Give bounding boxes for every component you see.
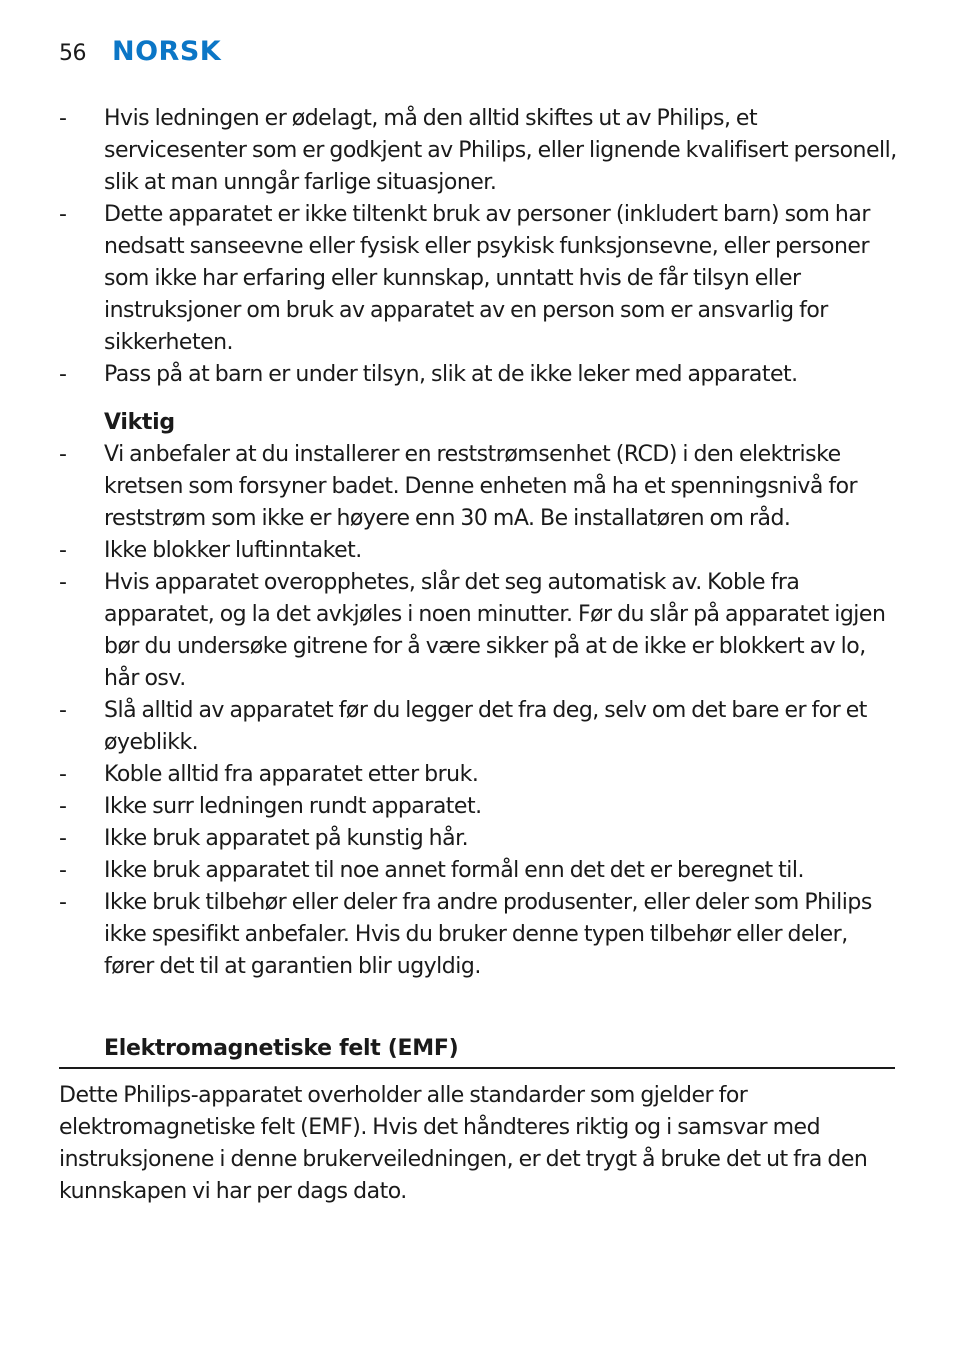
list-item <box>59 439 899 535</box>
list-item <box>59 567 899 695</box>
list-item <box>59 855 899 887</box>
page-number: 56 <box>59 41 86 66</box>
safety-list <box>59 103 899 391</box>
bullet-dash: - <box>59 698 67 723</box>
list-item-text: Hvis apparatet overopphetes, slår det seg automatisk av. Koble fra apparatet, og la det avkjøles i noen minutter. Før du slår på apparatet igjen bør du undersøke gitrene for å være sikker på at de ikke er blokkert av lo, hår osv. <box>104 570 886 691</box>
list-item-text: Ikke bruk apparatet på kunstig hår. <box>104 826 469 851</box>
list-item-text: Ikke surr ledningen rundt apparatet. <box>104 794 482 819</box>
list-item-text: Ikke bruk tilbehør eller deler fra andre produsenter, eller deler som Philips ikke spesifikt anbefaler. Hvis du bruker denne typen tilbehør eller deler, fører det til at garantien blir ugyldig. <box>104 890 872 979</box>
list-item-text: Vi anbefaler at du installerer en reststrømsenhet (RCD) i den elektriske kretsen som forsyner badet. Denne enheten må ha et spenningsnivå for reststrøm som ikke er høyere enn 30 mA. Be installatøren om råd. <box>104 442 858 531</box>
list-item-text: Ikke bruk apparatet til noe annet formål enn det det er beregnet til. <box>104 858 805 883</box>
list-item <box>59 695 899 759</box>
section-divider <box>59 1067 895 1069</box>
bullet-dash: - <box>59 890 67 915</box>
list-item-text: Slå alltid av apparatet før du legger det fra deg, selv om det bare er for et øyeblikk. <box>104 698 867 755</box>
page-header <box>59 36 221 72</box>
important-list <box>59 439 899 983</box>
list-item-text: Dette apparatet er ikke tiltenkt bruk av personer (inkludert barn) som har nedsatt sanseevne eller fysisk eller psykisk funksjonsevne, eller personer som ikke har erfaring eller kunnskap, unntatt hvis de får tilsyn eller instruksjoner om bruk av apparatet av en person som er ansvarlig for sikkerheten. <box>104 202 870 355</box>
list-item <box>59 791 899 823</box>
list-item <box>59 359 899 391</box>
list-item <box>59 759 899 791</box>
bullet-dash: - <box>59 826 67 851</box>
list-item <box>59 823 899 855</box>
list-item-text: Koble alltid fra apparatet etter bruk. <box>104 762 479 787</box>
emf-paragraph: Dette Philips-apparatet overholder alle standarder som gjelder for elektromagnetiske felt (EMF). Hvis det håndteres riktig og i samsvar med instruksjonene i denne brukerveiledningen, er det trygt å bruke det ut fra den kunnskapen vi har per dags dato. <box>59 1083 868 1204</box>
list-item <box>59 199 899 359</box>
list-item-text: Hvis ledningen er ødelagt, må den alltid skiftes ut av Philips, et servicesenter som er godkjent av Philips, eller lignende kvalifisert personell, slik at man unngår farlige situasjoner. <box>104 106 897 195</box>
list-item <box>59 887 899 983</box>
viktig-heading: Viktig <box>104 410 175 435</box>
list-item-text: Pass på at barn er under tilsyn, slik at de ikke leker med apparatet. <box>104 362 798 387</box>
bullet-dash: - <box>59 202 67 227</box>
bullet-dash: - <box>59 570 67 595</box>
list-item-text: Ikke blokker luftinntaket. <box>104 538 362 563</box>
bullet-dash: - <box>59 762 67 787</box>
bullet-dash: - <box>59 106 67 131</box>
language-section-title: NORSK <box>112 36 222 67</box>
list-item <box>59 103 899 199</box>
bullet-dash: - <box>59 538 67 563</box>
bullet-dash: - <box>59 858 67 883</box>
list-item <box>59 535 899 567</box>
bullet-dash: - <box>59 362 67 387</box>
bullet-dash: - <box>59 442 67 467</box>
emf-heading: Elektromagnetiske felt (EMF) <box>104 1036 459 1061</box>
bullet-dash: - <box>59 794 67 819</box>
